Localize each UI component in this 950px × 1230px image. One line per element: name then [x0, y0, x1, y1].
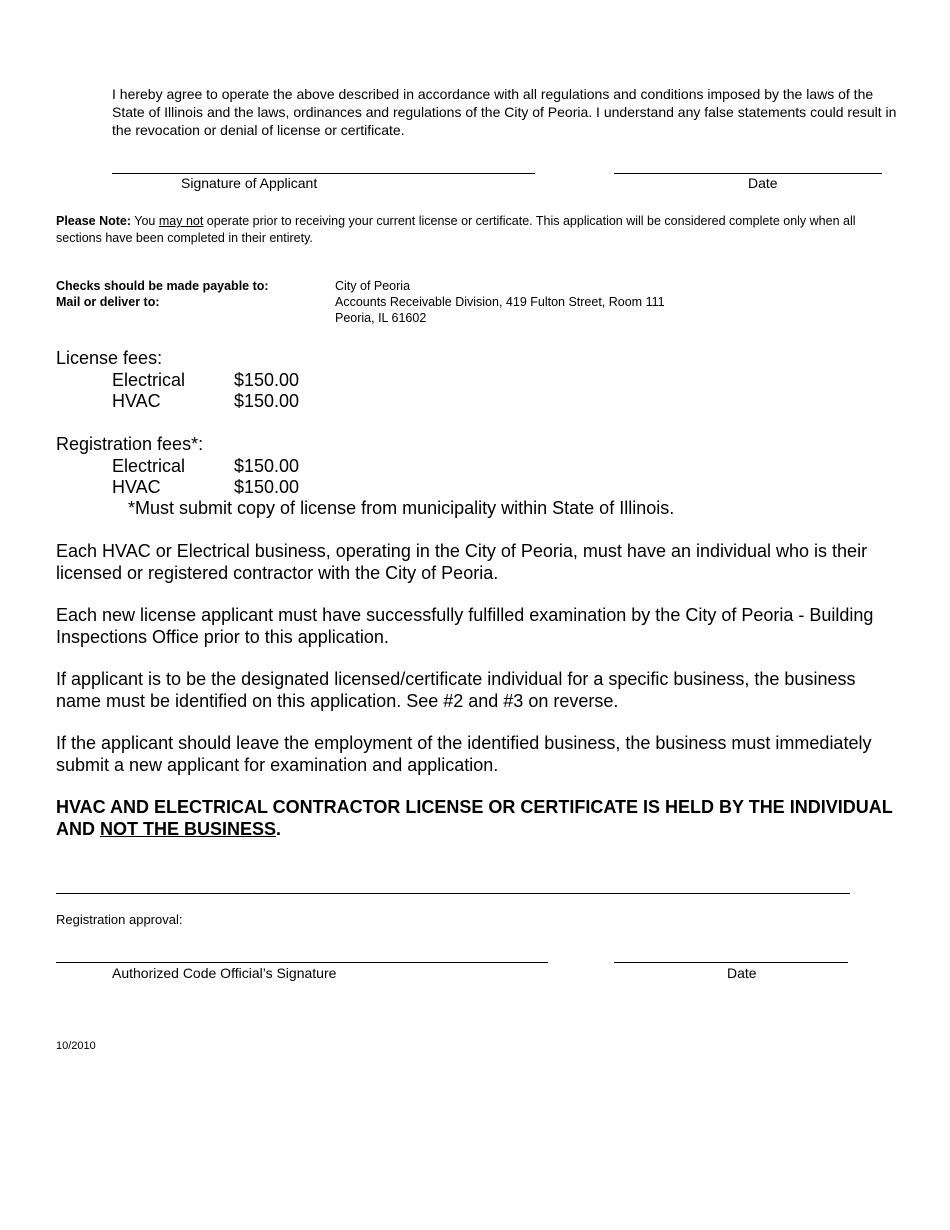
license-held-warning	[56, 797, 896, 840]
registration-approval-label: Registration approval:	[56, 912, 183, 927]
license-fee-hvac-amount: $150.00	[234, 391, 300, 411]
warning-text: HVAC AND ELECTRICAL CONTRACTOR LICENSE OR CERTIFICATE IS HELD BY THE INDIVIDUAL AND	[56, 797, 893, 839]
paragraph-designated-individual: If applicant is to be the designated licensed/certificate individual for a specific business, the business name must be identified on this application. See #2 and #3 on reverse.	[56, 669, 856, 711]
please-note-emphasis: may not	[158, 214, 204, 228]
form-revision-date: 10/2010	[56, 1040, 96, 1052]
agreement-text: I hereby agree to operate the above described in accordance with all regulations and conditions imposed by the laws of the State of Illinois and the laws, ordinances and regulations of the City of Peoria. I understand any false statements could result in the revocation or denial of license or certificate.	[112, 86, 897, 138]
official-signature-label: Authorized Code Official’s Signature	[112, 965, 337, 981]
registration-fee-electrical-name: Electrical	[112, 456, 186, 476]
payee-name: City of Peoria	[335, 279, 411, 293]
please-note-label: Please Note:	[56, 214, 132, 228]
paragraph-leave-employment: If the applicant should leave the employment of the identified business, the business must immediately submit a new applicant for examination and application.	[56, 733, 872, 775]
registration-fee-hvac-amount: $150.00	[234, 477, 300, 497]
section-divider	[56, 893, 850, 894]
registration-fee-electrical-amount: $150.00	[234, 456, 300, 476]
applicant-date-line[interactable]	[614, 173, 882, 174]
mail-deliver-label: Mail or deliver to:	[56, 295, 160, 309]
applicant-signature-line[interactable]	[112, 173, 535, 174]
applicant-date-label: Date	[748, 175, 778, 191]
please-note-pre: You	[134, 214, 159, 228]
registration-fees-heading: Registration fees*:	[56, 434, 204, 454]
warning-underlined: NOT THE BUSINESS	[100, 818, 277, 839]
official-signature-line[interactable]	[56, 962, 548, 963]
registration-fee-footnote: *Must submit copy of license from municipality within State of Illinois.	[128, 498, 675, 518]
paragraph-business-contractor: Each HVAC or Electrical business, operating in the City of Peoria, must have an individual who is their licensed or registered contractor with the City of Peoria.	[56, 541, 868, 583]
license-fee-electrical-name: Electrical	[112, 370, 186, 390]
applicant-signature-label: Signature of Applicant	[181, 175, 318, 191]
warning-period: .	[276, 818, 282, 839]
registration-fee-hvac-name: HVAC	[112, 477, 161, 497]
license-fee-hvac-name: HVAC	[112, 391, 161, 411]
checks-payable-label: Checks should be made payable to:	[56, 279, 269, 293]
please-note-post: operate prior to receiving your current license or certificate. This application will be considered complete only when all sections have been completed in their entirety.	[56, 214, 856, 245]
address-line-1: Accounts Receivable Division, 419 Fulton Street, Room 111	[335, 295, 665, 309]
address-line-2: Peoria, IL 61602	[335, 311, 427, 325]
paragraph-examination: Each new license applicant must have successfully fulfilled examination by the City of Peoria - Building Inspections Office prior to this application.	[56, 605, 874, 647]
official-date-line[interactable]	[614, 962, 848, 963]
license-fees-heading: License fees:	[56, 348, 163, 368]
license-fee-electrical-amount: $150.00	[234, 370, 300, 390]
official-date-label: Date	[727, 965, 757, 981]
please-note	[56, 213, 896, 247]
